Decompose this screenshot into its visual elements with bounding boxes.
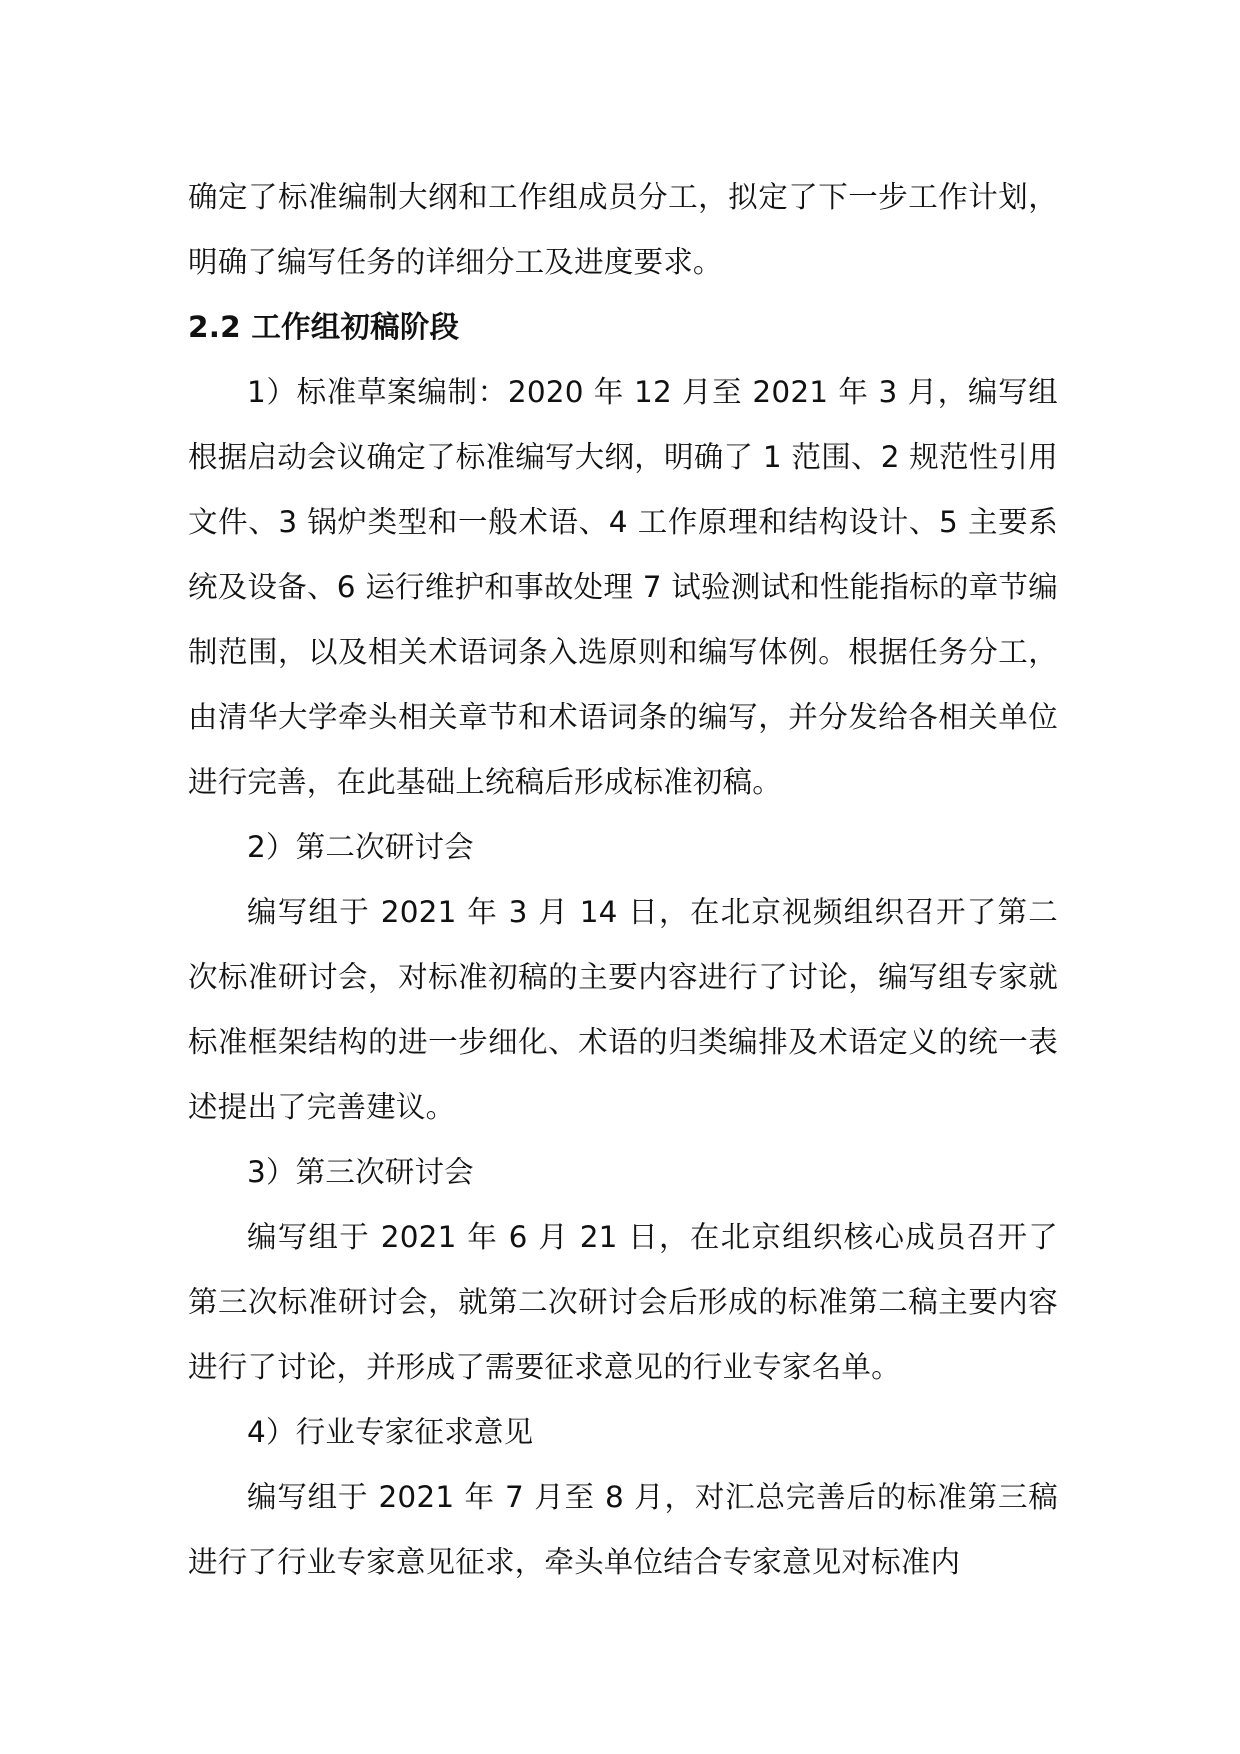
document-body [188,165,1058,1595]
paragraph-expert-opinion-title: 4）行业专家征求意见 [247,1415,534,1449]
paragraph-third-seminar: 编写组于 2021 年 6 月 21 日，在北京组织核心成员召开了第三次标准研讨会，就第二次研讨会后形成的标准第二稿主要内容进行了讨论，并形成了需要征求意见的行业专家名单。 [188,1220,1058,1384]
paragraph-second-seminar-title: 2）第二次研讨会 [247,830,474,864]
paragraph-second-seminar: 编写组于 2021 年 3 月 14 日，在北京视频组织召开了第二次标准研讨会，对标准初稿的主要内容进行了讨论，编写组专家就标准框架结构的进一步细化、术语的归类编排及术语定义的统一表述提出了完善建议。 [188,895,1058,1124]
paragraph-expert-opinion: 编写组于 2021 年 7 月至 8 月，对汇总完善后的标准第三稿进行了行业专家意见征求，牵头单位结合专家意见对标准内 [188,1480,1058,1579]
paragraph-draft-compilation: 1）标准草案编制：2020 年 12 月至 2021 年 3 月，编写组根据启动会议确定了标准编写大纲，明确了 1 范围、2 规范性引用文件、3 锅炉类型和一般术语、4 工作原理和结构设计、5 主要系统及设备、6 运行维护和事故处理 7 试验测试和性能指标的章节编制范围，以及相关术语词条入选原则和编写体例。根据任务分工，由清华大学牵头相关章节和术语词条的编写，并分发给各相关单位进行完善，在此基础上统稿后形成标准初稿。 [188,375,1058,799]
paragraph-continuation: 确定了标准编制大纲和工作组成员分工，拟定了下一步工作计划，明确了编写任务的详细分工及进度要求。 [188,180,1058,279]
paragraph-third-seminar-title: 3）第三次研讨会 [247,1155,474,1189]
section-heading: 2.2 工作组初稿阶段 [188,310,460,344]
